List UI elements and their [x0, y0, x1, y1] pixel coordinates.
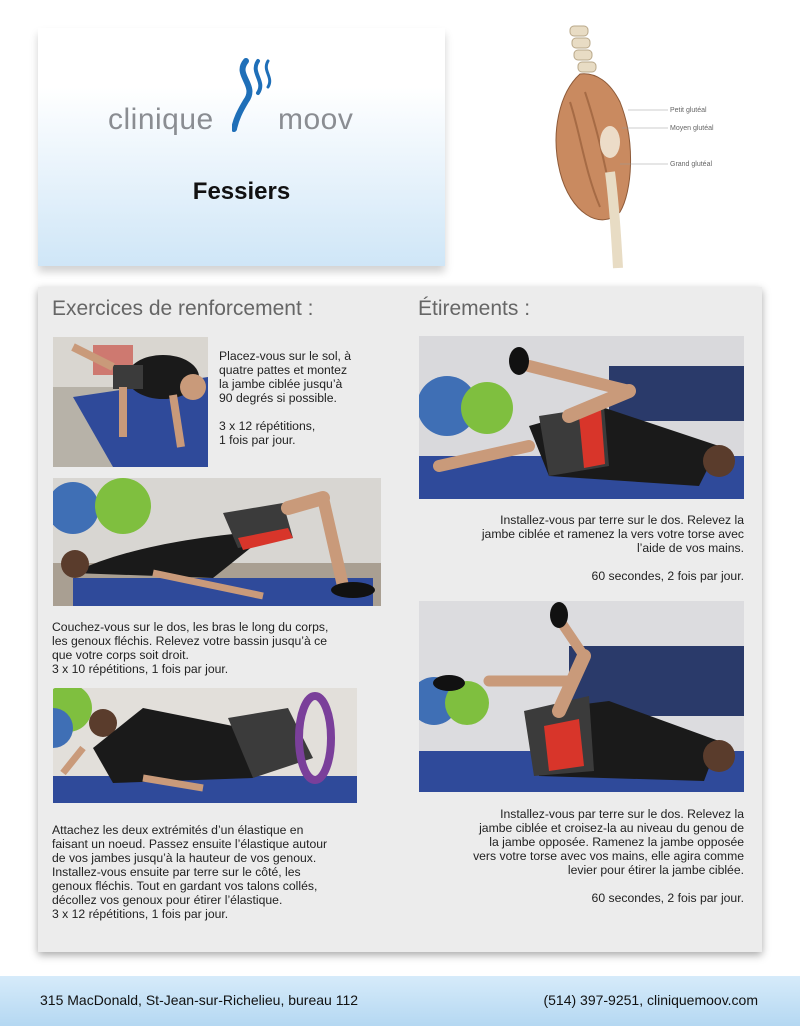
page-title: Fessiers — [192, 178, 291, 205]
stretch-photo-figure-four — [419, 601, 744, 792]
footer-address: 315 MacDonald, St-Jean-sur-Richelieu, bureau 112 — [40, 992, 359, 1008]
exercise-3-text: Attachez les deux extrémités d’un élastique en faisant un noeud. Passez ensuite l’élastique autour de vos jambes jusqu’à la hauteur de vos genoux. Installez-vous ensuite par terre sur le côté, les genoux fléchis. Tout en gardant vos talons collés, décollez vos genoux pour étirer l’élastique. 3 x 12 répétitions, 1 fois par jour. — [52, 823, 328, 921]
exercise-1-text: Placez-vous sur le sol, à quatre pattes et montez la jambe ciblée jusqu’à 90 degrés si possible. 3 x 12 répétitions, 1 fois par jour. — [219, 349, 352, 447]
glute-anatomy-illustration — [540, 22, 730, 270]
stretch-2-text: Installez-vous par terre sur le dos. Relevez la jambe ciblée et croisez-la au niveau du genou de la jambe opposée. Ramenez la jambe opposée vers votre torse avec vos mains, elle agira comme levier pour étirer la jambe ciblée. 60 secondes, 2 fois par jour. — [473, 807, 744, 905]
exercise-2-text: Couchez-vous sur le dos, les bras le long du corps, les genoux fléchis. Relevez votre bassin jusqu’à ce que votre corps soit droit. 3 x 10 répétitions, 1 fois par jour. — [52, 620, 329, 676]
logo-text-right: moov — [278, 103, 354, 136]
exercise-photo-bridge — [53, 478, 381, 606]
clinic-logo — [108, 55, 388, 135]
logo-wave-icon — [232, 55, 278, 135]
stretch-1-text: Installez-vous par terre sur le dos. Relevez la jambe ciblée et ramenez la vers votre torse avec l’aide de vos mains. 60 secondes, 2 fois par jour. — [481, 513, 744, 583]
anatomy-label-grand: Grand glutéal — [670, 161, 713, 168]
logo-text-left: clinique — [108, 103, 214, 136]
stretching-heading: Étirements : — [418, 297, 531, 320]
exercise-photo-quadruped — [53, 337, 208, 467]
footer-contact: (514) 397-9251, cliniquemoov.com — [543, 992, 758, 1008]
strengthening-heading: Exercices de renforcement : — [52, 297, 314, 320]
exercise-photo-clamshell — [53, 688, 357, 803]
anatomy-label-petit: Petit glutéal — [670, 107, 707, 114]
anatomy-label-moyen: Moyen glutéal — [670, 125, 714, 132]
stretch-photo-knee-to-chest — [419, 336, 744, 499]
